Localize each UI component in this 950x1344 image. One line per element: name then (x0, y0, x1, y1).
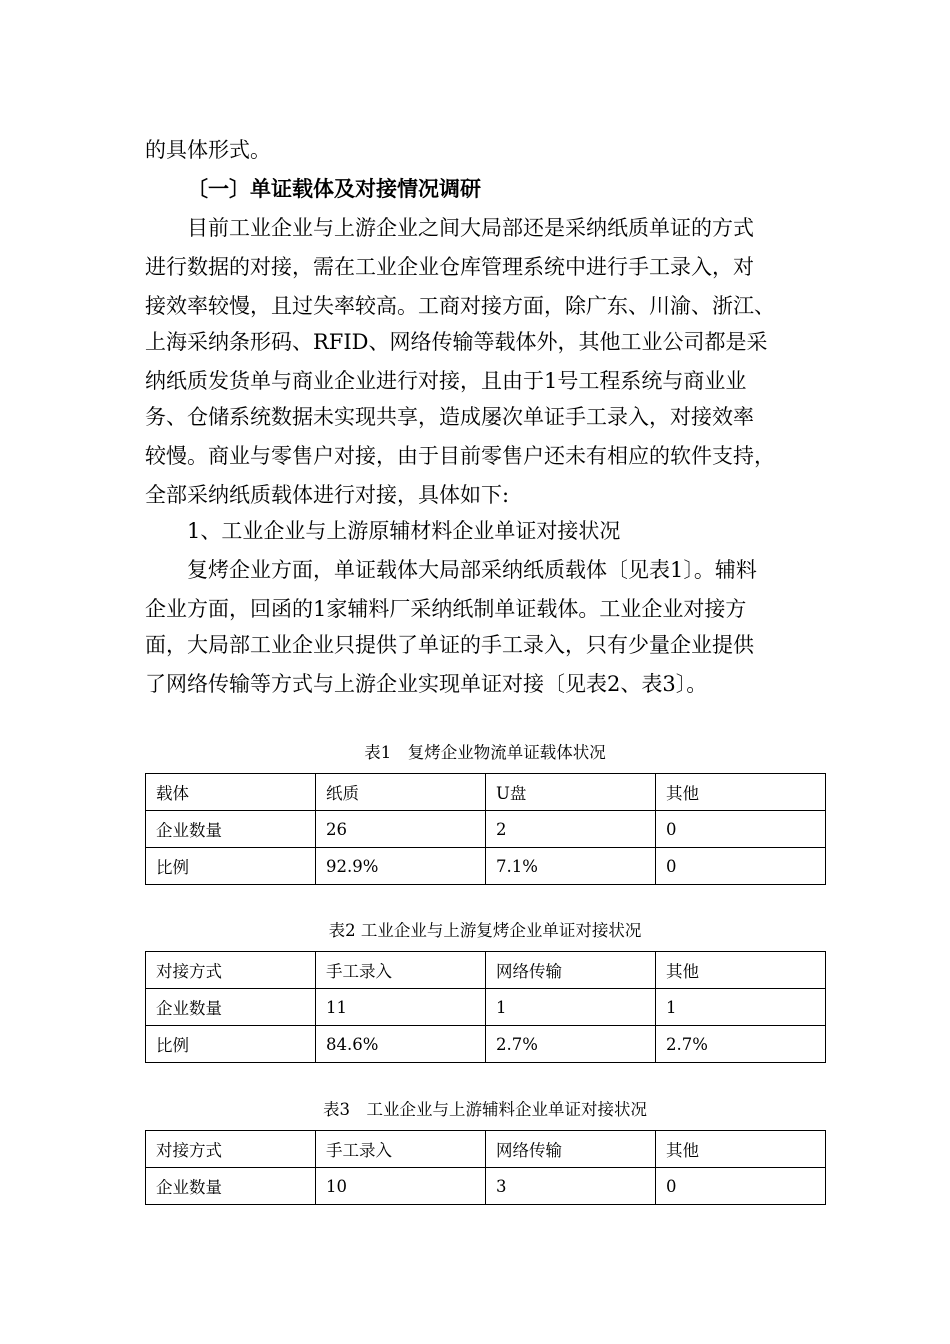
table-cell: 企业数量 (146, 1168, 316, 1205)
table-row (146, 848, 826, 885)
table-cell: 2 (486, 811, 656, 848)
table-cell: 网络传输 (486, 1131, 656, 1168)
table-row (146, 989, 826, 1026)
subsection-heading: 1、工业企业与上游原辅材料企业单证对接状况 (187, 519, 621, 543)
table-3 (145, 1130, 826, 1205)
table-cell: 企业数量 (146, 811, 316, 848)
paragraph-line: 较慢。商业与零售户对接，由于目前零售户还未有相应的软件支持， (145, 444, 775, 468)
paragraph-line: 目前工业企业与上游企业之间大局部还是采纳纸质单证的方式 (187, 216, 754, 240)
table-caption: 表2 工业企业与上游复烤企业单证对接状况 (328, 921, 642, 940)
paragraph-line: 纳纸质发货单与商业企业进行对接，且由于1号工程系统与商业业 (145, 369, 747, 393)
paragraph-line: 面，大局部工业企业只提供了单证的手工录入，只有少量企业提供 (145, 633, 754, 657)
table-cell: 1 (486, 989, 656, 1026)
table-cell: 对接方式 (146, 952, 316, 989)
table-cell: U盘 (486, 774, 656, 811)
table-cell: 载体 (146, 774, 316, 811)
table-row (146, 1026, 826, 1063)
table-row (146, 1131, 826, 1168)
table-row (146, 952, 826, 989)
table-cell: 84.6% (316, 1026, 486, 1063)
table-cell: 3 (486, 1168, 656, 1205)
paragraph-line: 务、仓储系统数据未实现共享，造成屡次单证手工录入，对接效率 (145, 405, 754, 429)
table-2 (145, 951, 826, 1063)
table-cell: 其他 (656, 774, 826, 811)
table-cell: 92.9% (316, 848, 486, 885)
paragraph-line: 的具体形式。 (145, 138, 271, 162)
table-cell: 其他 (656, 952, 826, 989)
table-cell: 26 (316, 811, 486, 848)
table-cell: 比例 (146, 848, 316, 885)
table-cell: 网络传输 (486, 952, 656, 989)
paragraph-line: 接效率较慢，且过失率较高。工商对接方面，除广东、川渝、浙江、 (145, 294, 775, 318)
table-cell: 1 (656, 989, 826, 1026)
paragraph-line: 全部采纳纸质载体进行对接，具体如下: (145, 483, 510, 507)
table-cell: 0 (656, 1168, 826, 1205)
table-row (146, 774, 826, 811)
table-cell: 2.7% (656, 1026, 826, 1063)
table-cell: 0 (656, 848, 826, 885)
table-caption: 表1 复烤企业物流单证载体状况 (364, 743, 606, 762)
table-cell: 对接方式 (146, 1131, 316, 1168)
table-cell: 纸质 (316, 774, 486, 811)
section-heading: 〔一〕单证载体及对接情况调研 (187, 177, 481, 201)
table-row (146, 811, 826, 848)
table-cell: 11 (316, 989, 486, 1026)
paragraph-line: 企业方面，回函的1家辅料厂采纳纸制单证载体。工业企业对接方 (145, 597, 747, 621)
table-caption: 表3 工业企业与上游辅料企业单证对接状况 (323, 1100, 647, 1119)
table-cell: 手工录入 (316, 1131, 486, 1168)
table-row (146, 1168, 826, 1205)
table-cell: 7.1% (486, 848, 656, 885)
table-cell: 2.7% (486, 1026, 656, 1063)
paragraph-line: 进行数据的对接，需在工业企业仓库管理系统中进行手工录入，对 (145, 255, 754, 279)
paragraph-line: 复烤企业方面，单证载体大局部采纳纸质载体〔见表1〕。辅料 (187, 558, 757, 582)
table-cell: 比例 (146, 1026, 316, 1063)
table-cell: 10 (316, 1168, 486, 1205)
paragraph-line: 上海采纳条形码、RFID、网络传输等载体外，其他工业公司都是采 (145, 330, 768, 354)
table-cell: 0 (656, 811, 826, 848)
paragraph-line: 了网络传输等方式与上游企业实现单证对接〔见表2、表3〕。 (145, 672, 708, 696)
table-cell: 其他 (656, 1131, 826, 1168)
table-cell: 手工录入 (316, 952, 486, 989)
table-cell: 企业数量 (146, 989, 316, 1026)
table-1 (145, 773, 826, 885)
